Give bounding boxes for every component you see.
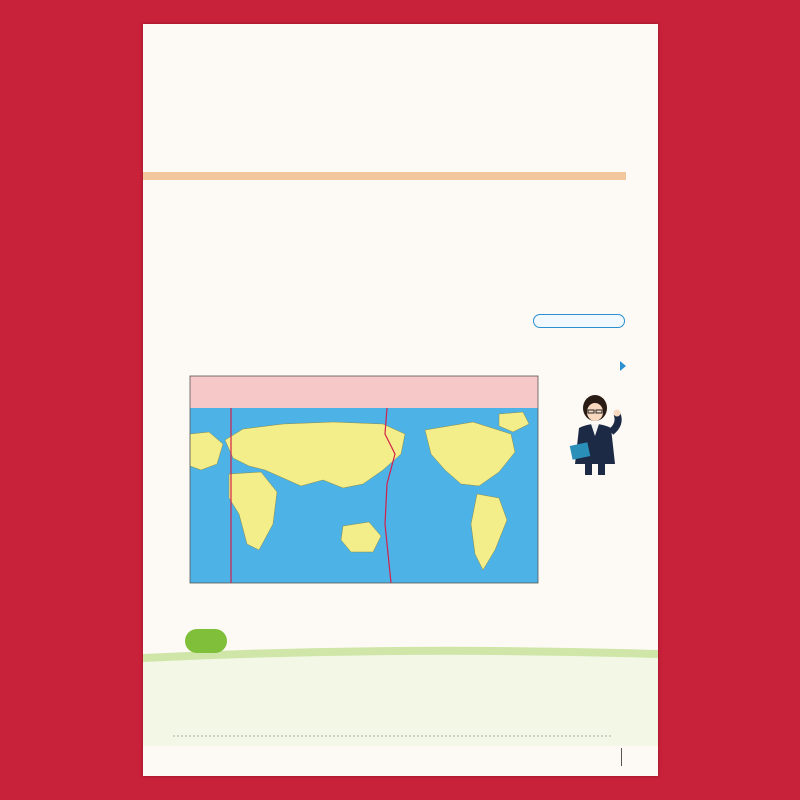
- textbook-page: [143, 24, 658, 776]
- world-time-zone-map: [173, 374, 553, 609]
- footer-divider: [621, 748, 622, 766]
- paragraph-time-zone: [201, 200, 526, 220]
- section-divider: [143, 172, 626, 180]
- activity-badge: [185, 629, 227, 653]
- activity-background: [143, 640, 658, 746]
- map-base: [190, 376, 538, 583]
- section-body: [201, 200, 526, 220]
- teacher-illustration: [565, 394, 627, 476]
- zone-header: [190, 376, 538, 408]
- speech-bubble: [533, 314, 625, 328]
